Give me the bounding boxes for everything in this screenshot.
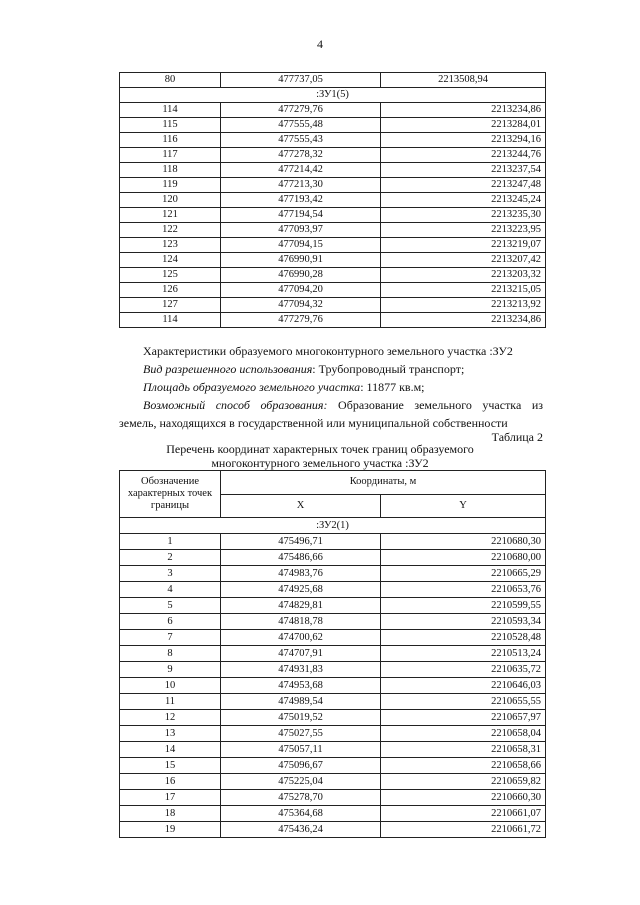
point-number: 8	[120, 646, 221, 662]
table-row	[120, 790, 546, 806]
coord-x: 475364,68	[221, 806, 381, 822]
coord-y: 2213284,01	[381, 118, 546, 133]
table-row	[120, 148, 546, 163]
formation-method-value: Образование земельного участка из	[327, 398, 543, 412]
coord-y: 2213294,16	[381, 133, 546, 148]
coord-y: 2210661,72	[381, 822, 546, 838]
permitted-use-value: : Трубопроводный транспорт;	[312, 362, 465, 376]
section-row	[120, 518, 546, 534]
coord-x: 474707,91	[221, 646, 381, 662]
coord-x: 475278,70	[221, 790, 381, 806]
point-number: 124	[120, 253, 221, 268]
table-row	[120, 726, 546, 742]
point-number: 14	[120, 742, 221, 758]
area-line	[143, 378, 425, 396]
coord-y: 2210657,97	[381, 710, 546, 726]
designation-header: Обозначение характерных точек границы	[120, 471, 221, 518]
coord-y: 2210665,29	[381, 566, 546, 582]
table-row	[120, 133, 546, 148]
point-number: 121	[120, 208, 221, 223]
coord-x: 477279,76	[221, 313, 381, 328]
characteristics-heading: Характеристики образуемого многоконтурного земельного участка :ЗУ2	[143, 344, 513, 358]
coordinates-table-1	[119, 72, 546, 328]
table-row	[120, 758, 546, 774]
table-row	[120, 678, 546, 694]
coord-y: 2210680,00	[381, 550, 546, 566]
table-row	[120, 550, 546, 566]
point-number: 122	[120, 223, 221, 238]
table2-title-line2: многоконтурного земельного участка :ЗУ2	[211, 456, 429, 470]
point-number: 18	[120, 806, 221, 822]
coord-x: 477193,42	[221, 193, 381, 208]
point-number: 120	[120, 193, 221, 208]
point-number: 4	[120, 582, 221, 598]
coord-x: 474700,62	[221, 630, 381, 646]
point-number: 119	[120, 178, 221, 193]
coord-y: 2213234,86	[381, 103, 546, 118]
permitted-use-label: Вид разрешенного использования	[143, 362, 313, 376]
table-row	[120, 223, 546, 238]
table-row	[120, 73, 546, 88]
table-row	[120, 710, 546, 726]
coord-y: 2210658,31	[381, 742, 546, 758]
point-number: 126	[120, 283, 221, 298]
table-row	[120, 118, 546, 133]
formation-method-line	[143, 396, 543, 414]
formation-method-continuation: земель, находящихся в государственной или муниципальной собственности	[119, 416, 508, 430]
coord-x: 474818,78	[221, 614, 381, 630]
coord-y: 2213235,30	[381, 208, 546, 223]
point-number: 12	[120, 710, 221, 726]
table-row	[120, 208, 546, 223]
point-number: 80	[120, 73, 221, 88]
coord-x: 477093,97	[221, 223, 381, 238]
point-number: 11	[120, 694, 221, 710]
coord-x: 477194,54	[221, 208, 381, 223]
coord-y: 2210655,55	[381, 694, 546, 710]
point-number: 123	[120, 238, 221, 253]
coord-x: 477555,48	[221, 118, 381, 133]
coord-y: 2213203,32	[381, 268, 546, 283]
coord-y: 2213215,05	[381, 283, 546, 298]
coord-y: 2210658,66	[381, 758, 546, 774]
coord-x: 475225,04	[221, 774, 381, 790]
point-number: 3	[120, 566, 221, 582]
coord-x: 476990,91	[221, 253, 381, 268]
coord-y: 2213219,07	[381, 238, 546, 253]
coord-x: 474931,83	[221, 662, 381, 678]
coord-x: 474925,68	[221, 582, 381, 598]
table-row	[120, 283, 546, 298]
table-row	[120, 774, 546, 790]
point-number: 17	[120, 790, 221, 806]
coord-y: 2213207,42	[381, 253, 546, 268]
point-number: 114	[120, 103, 221, 118]
table-row	[120, 313, 546, 328]
y-header: Y	[381, 494, 546, 518]
x-header: X	[221, 494, 381, 518]
coord-x: 477278,32	[221, 148, 381, 163]
coord-x: 477094,15	[221, 238, 381, 253]
coordinates-header: Координаты, м	[221, 471, 546, 495]
coord-y: 2210635,72	[381, 662, 546, 678]
coord-y: 2210658,04	[381, 726, 546, 742]
table-row	[120, 646, 546, 662]
point-number: 15	[120, 758, 221, 774]
coord-y: 2213213,92	[381, 298, 546, 313]
table-row	[120, 103, 546, 118]
table-row	[120, 598, 546, 614]
table-row	[120, 582, 546, 598]
table-label: Таблица 2	[491, 430, 543, 444]
coord-x: 477555,43	[221, 133, 381, 148]
coord-x: 475496,71	[221, 534, 381, 550]
coord-y: 2210599,55	[381, 598, 546, 614]
section-label: :ЗУ2(1)	[120, 518, 546, 534]
coord-x: 474983,76	[221, 566, 381, 582]
point-number: 19	[120, 822, 221, 838]
point-number: 7	[120, 630, 221, 646]
coord-x: 474953,68	[221, 678, 381, 694]
table-row	[120, 694, 546, 710]
point-number: 10	[120, 678, 221, 694]
table-row	[120, 268, 546, 283]
page-number: 4	[317, 37, 323, 51]
section-row	[120, 88, 546, 103]
table-row	[120, 806, 546, 822]
coord-y: 2210528,48	[381, 630, 546, 646]
coord-y: 2213223,95	[381, 223, 546, 238]
coord-x: 477214,42	[221, 163, 381, 178]
area-label: Площадь образуемого земельного участка	[143, 380, 361, 394]
point-number: 16	[120, 774, 221, 790]
table-row	[120, 298, 546, 313]
point-number: 5	[120, 598, 221, 614]
coord-x: 476990,28	[221, 268, 381, 283]
point-number: 2	[120, 550, 221, 566]
formation-method-label: Возможный способ образования:	[143, 398, 328, 412]
section-label: :ЗУ1(5)	[120, 88, 546, 103]
coord-x: 477094,32	[221, 298, 381, 313]
point-number: 116	[120, 133, 221, 148]
coord-y: 2210680,30	[381, 534, 546, 550]
coord-y: 2210660,30	[381, 790, 546, 806]
permitted-use-line	[143, 360, 464, 378]
point-number: 127	[120, 298, 221, 313]
table-row	[120, 662, 546, 678]
coord-x: 475096,67	[221, 758, 381, 774]
table-row	[120, 534, 546, 550]
table2-title-line1: Перечень координат характерных точек границ образуемого	[166, 442, 474, 456]
point-number: 114	[120, 313, 221, 328]
coord-y: 2210653,76	[381, 582, 546, 598]
table-row	[120, 238, 546, 253]
coord-x: 474829,81	[221, 598, 381, 614]
coord-x: 475027,55	[221, 726, 381, 742]
table-row	[120, 193, 546, 208]
point-number: 118	[120, 163, 221, 178]
point-number: 13	[120, 726, 221, 742]
point-number: 1	[120, 534, 221, 550]
table-row	[120, 614, 546, 630]
coord-y: 2210593,34	[381, 614, 546, 630]
area-value: : 11877 кв.м;	[360, 380, 425, 394]
coord-x: 477279,76	[221, 103, 381, 118]
point-number: 115	[120, 118, 221, 133]
coord-x: 477094,20	[221, 283, 381, 298]
coordinates-table-2	[119, 470, 546, 838]
coord-y: 2213244,76	[381, 148, 546, 163]
coord-y: 2213237,54	[381, 163, 546, 178]
coord-y: 2213234,86	[381, 313, 546, 328]
coord-x: 477213,30	[221, 178, 381, 193]
header-row	[120, 471, 546, 495]
table-row	[120, 742, 546, 758]
coord-y: 2210659,82	[381, 774, 546, 790]
coord-x: 475436,24	[221, 822, 381, 838]
table-row	[120, 253, 546, 268]
point-number: 125	[120, 268, 221, 283]
coord-y: 2213508,94	[381, 73, 546, 88]
table-row	[120, 566, 546, 582]
coord-y: 2213245,24	[381, 193, 546, 208]
coord-x: 475486,66	[221, 550, 381, 566]
coord-y: 2213247,48	[381, 178, 546, 193]
coord-y: 2210513,24	[381, 646, 546, 662]
coord-x: 475057,11	[221, 742, 381, 758]
table-row	[120, 163, 546, 178]
coord-y: 2210661,07	[381, 806, 546, 822]
point-number: 6	[120, 614, 221, 630]
table-row	[120, 822, 546, 838]
coord-x: 475019,52	[221, 710, 381, 726]
coord-y: 2210646,03	[381, 678, 546, 694]
table-row	[120, 178, 546, 193]
point-number: 9	[120, 662, 221, 678]
coord-x: 474989,54	[221, 694, 381, 710]
point-number: 117	[120, 148, 221, 163]
table-row	[120, 630, 546, 646]
coord-x: 477737,05	[221, 73, 381, 88]
